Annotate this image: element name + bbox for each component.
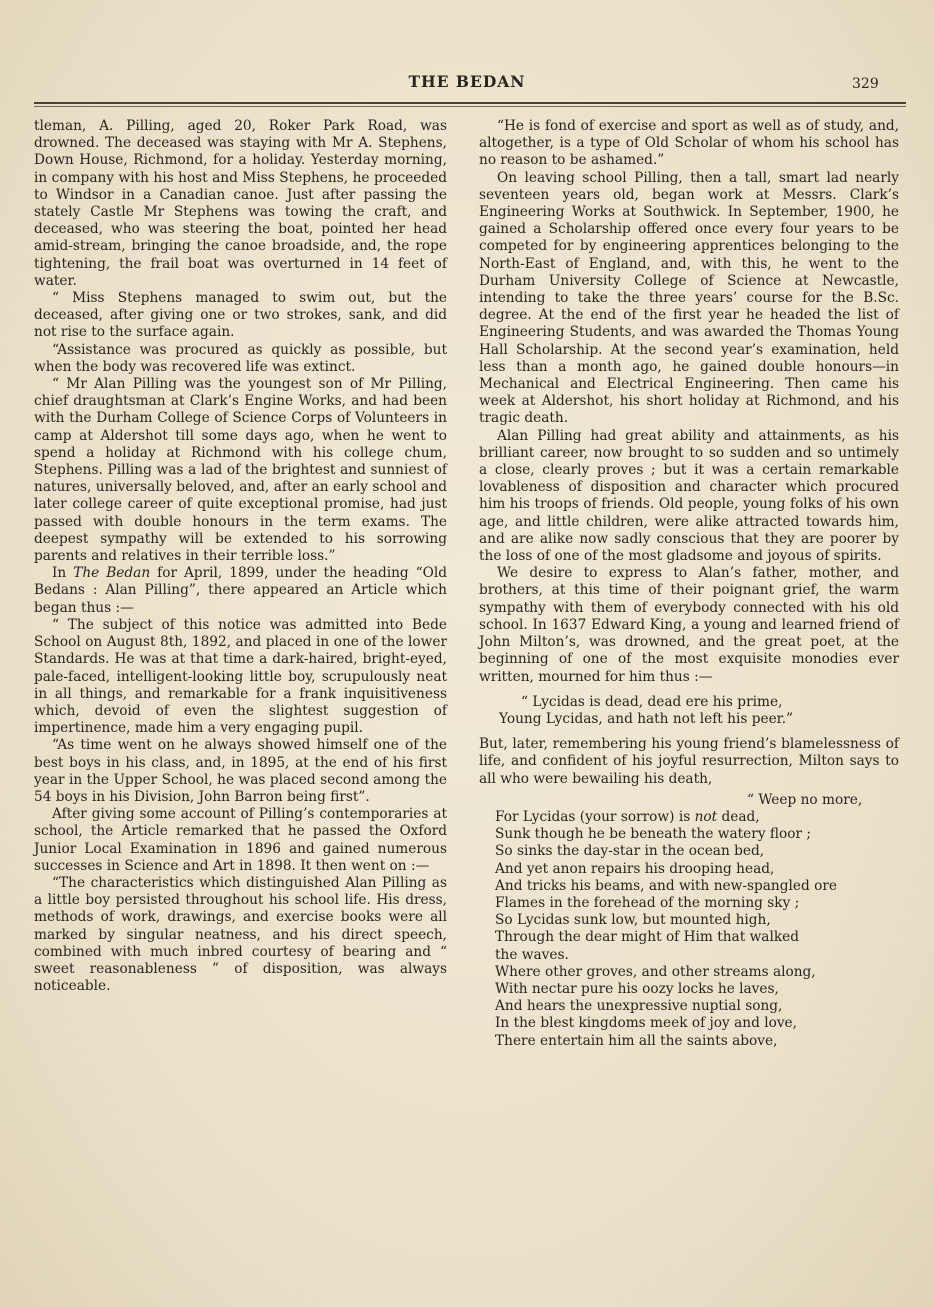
- verse-quote: [479, 694, 899, 728]
- verse-line: [479, 809, 899, 826]
- emphasis: not: [694, 808, 718, 825]
- paragraph: But, later, remembering his young friend’s blamelessness of life, and confident of his joyful resurrection, Milton says to all who were bewailing his death,: [479, 736, 899, 787]
- verse-line: Flames in the forehead of the morning sky ;: [495, 894, 800, 911]
- publication-title: The Bedan: [73, 565, 151, 582]
- page-number: 329: [852, 76, 879, 92]
- text-run: For Lycidas (your sorrow) is: [495, 808, 695, 825]
- paragraph: “ Mr Alan Pilling was the youngest son of Mr Pilling, chief draughtsman at Clark’s Engine Works, and had been with the Durham College of Science Corps of Volunteers in camp at Aldershot till some days ago, when he went to spend a holiday at Richmond with his college chum, Stephens. Pilling was a lad of the brightest and sunniest of natures, universally beloved, and, after an early school and later college career of quite exceptional promise, had just passed with double honours in the term exams. The deepest sympathy will be extended to his sorrowing parents and relatives in their terrible loss.”: [34, 376, 447, 565]
- paragraph: On leaving school Pilling, then a tall, smart lad nearly seventeen years old, began work at Messrs. Clark’s Engineering Works at Southwick. In September, 1900, he gained a Scholarship offered once every four years to be competed for by engineering apprentices belonging to the North-East of England, and, with this, he went to the Durham University College of Science at Newcastle, intending to take the three years’ course for the B.Sc. degree. At the end of the first year he headed the list of Engineering Students, and was awarded the Thomas Young Hall Scholarship. At the second year’s examination, held less than a month ago, he gained double honours—in Mechanical and Electrical Engineering. Then came his week at Aldershot, his short holiday at Richmond, and his tragic death.: [479, 169, 899, 427]
- left-column: [34, 118, 447, 995]
- paragraph: tleman, A. Pilling, aged 20, Roker Park Road, was drowned. The deceased was staying with Mr A. Stephens, Down House, Richmond, for a holiday. Yesterday morning, in company with his host and Miss Stephens, he proceeded to Windsor in a Canadian canoe. Just after passing the stately Castle Mr Stephens was towing the craft, and deceased, who was steering the boat, pointed her head amid-stream, bringing the canoe broadside, and, the rope tightening, the frail boat was overturned in 14 feet of water.: [34, 118, 447, 289]
- text-run: In: [52, 565, 74, 582]
- verse-line: Sunk though he be beneath the watery floor ;: [495, 826, 812, 843]
- verse-line: So Lycidas sunk low, but mounted high,: [495, 912, 771, 929]
- paragraph: “As time went on he always showed himself one of the best boys in his class, and, in 1895, at the end of his first year in the Upper School, he was placed second among the 54 boys in his Division, John Barron being first”.: [34, 737, 447, 805]
- header-rule-thin: [34, 106, 906, 107]
- paragraph: Alan Pilling had great ability and attainments, as his brilliant career, now brought to so sudden and so untimely a close, clearly proves ; but it was a certain remarkable lovableness of disposition and character which procured him his troops of friends. Old people, young folks of his own age, and little children, were alike attracted towards him, and are alike now sadly conscious that they are poorer by the loss of one of the most gladsome and joyous of spirits.: [479, 427, 899, 565]
- paragraph: [34, 565, 447, 617]
- verse-line: And tricks his beams, and with new-spangled ore: [495, 877, 837, 894]
- verse-line: Through the dear might of Him that walked: [495, 929, 799, 946]
- verse-line: “ Weep no more,: [747, 791, 863, 808]
- verse-line: And yet anon repairs his drooping head,: [495, 860, 775, 877]
- page-title: THE BEDAN: [408, 72, 526, 91]
- text-run: for April, 1899, under the heading “Old Bedans : Alan Pilling”, there appeared an Article which began thus :—: [34, 565, 448, 616]
- verse-line: In the blest kingdoms meek of joy and love,: [495, 1015, 798, 1032]
- verse-line: There entertain him all the saints above,: [495, 1032, 778, 1049]
- header-rule: [34, 102, 906, 104]
- quote-line: Young Lycidas, and hath not left his peer.”: [499, 710, 794, 727]
- verse-block: [479, 792, 899, 1050]
- verse-line: And hears the unexpressive nuptial song,: [495, 998, 783, 1015]
- quote-line: “ Lycidas is dead, dead ere his prime,: [521, 693, 783, 710]
- right-column: [479, 118, 899, 1050]
- paragraph: We desire to express to Alan’s father, mother, and brothers, at this time of their poignant grief, the warm sympathy with them of everybody connected with his old school. In 1637 Edward King, a young and learned friend of John Milton’s, was drowned, and the great poet, at the beginning of one of the most exquisite monodies ever written, mourned for him thus :—: [479, 565, 899, 685]
- paragraph: “ The subject of this notice was admitted into Bede School on August 8th, 1892, and placed in one of the lower Standards. He was at that time a dark-haired, bright-eyed, pale-faced, intelligent-looking little boy, scrupulously neat in all things, and remarkable for a frank inquisitiveness which, devoid of even the slightest suggestion of impertinence, made him a very engaging pupil.: [34, 616, 447, 737]
- paragraph: “He is fond of exercise and sport as well as of study, and, altogether, is a type of Old Scholar of whom his school has no reason to be ashamed.”: [479, 118, 899, 169]
- paragraph: “Assistance was procured as quickly as possible, but when the body was recovered life was extinct.: [34, 341, 447, 375]
- verse-line: the waves.: [495, 946, 569, 963]
- verse-line: With nectar pure his oozy locks he laves,: [495, 980, 779, 997]
- paragraph: “The characteristics which distinguished Alan Pilling as a little boy persisted throughout his school life. His dress, methods of work, drawings, and exercise books were all marked by singular neatness, and his direct speech, combined with much inbred courtesy of bearing and “ sweet reasonableness ” of disposition, was always noticeable.: [34, 874, 447, 995]
- paragraph: After giving some account of Pilling’s contemporaries at school, the Article remarked that he passed the Oxford Junior Local Examination in 1896 and gained numerous successes in Science and Art in 1898. It then went on :—: [34, 806, 447, 874]
- paragraph: “ Miss Stephens managed to swim out, but the deceased, after giving one or two strokes, sank, and did not rise to the surface again.: [34, 290, 447, 341]
- verse-line: Where other groves, and other streams along,: [495, 963, 816, 980]
- verse-line: So sinks the day-star in the ocean bed,: [495, 843, 765, 860]
- text-run: dead,: [717, 808, 760, 825]
